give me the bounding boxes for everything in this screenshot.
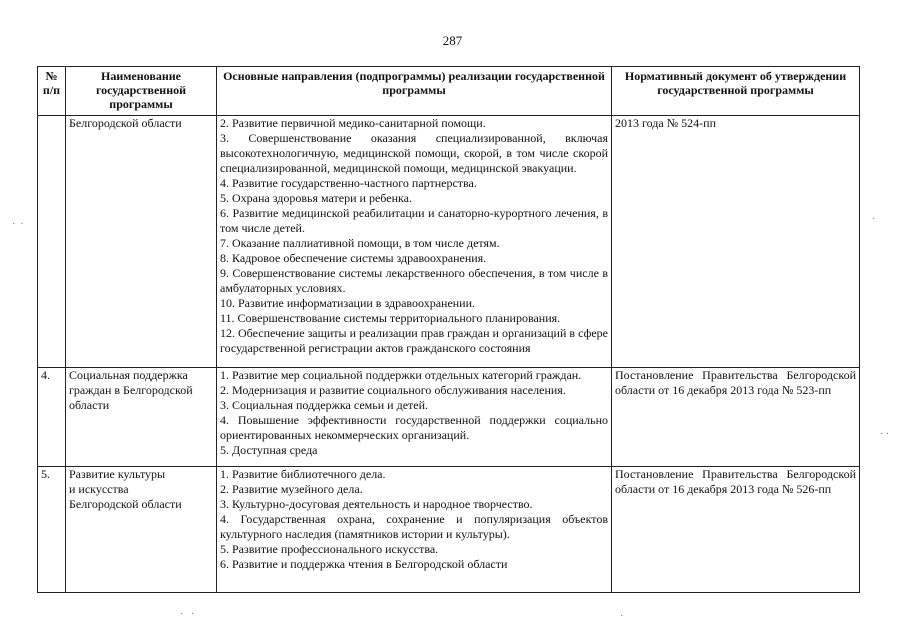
row-directions (217, 467, 612, 593)
header-document: Нормативный документ об утверждении государственной программы (612, 67, 860, 116)
table-header-row (38, 67, 860, 116)
scan-speck: · (620, 611, 624, 622)
page-number: 287 (442, 33, 463, 48)
header-num: № п/п (38, 67, 66, 116)
direction-item: 12. Обеспечение защиты и реализации прав граждан и организаций в сфере государственной регистрации актов гражданского состояния (220, 326, 608, 355)
direction-item: 5. Развитие профессионального искусства. (220, 542, 439, 557)
row-num (38, 116, 66, 368)
direction-item: 4. Государственная охрана, сохранение и популяризация объектов культурного наследия (памятников истории и культуры). (220, 512, 608, 542)
row-document: 2013 года № 524-пп (612, 116, 860, 368)
row-directions (217, 367, 612, 467)
direction-item: 5. Охрана здоровья матери и ребенка. (220, 191, 412, 205)
header-directions: Основные направления (подпрограммы) реализации государственной программы (217, 67, 612, 116)
table-row (38, 367, 860, 467)
programs-table (37, 66, 860, 593)
direction-item: 3. Культурно-досуговая деятельность и народное творчество. (220, 497, 533, 512)
program-name-line: Белгородской области (69, 497, 182, 512)
row-num: 4. (38, 367, 66, 467)
direction-item: 4. Развитие государственно-частного партнерства. (220, 176, 477, 190)
scan-speck: · · (880, 429, 890, 440)
direction-item: 2. Развитие первичной медико-санитарной помощи. (220, 116, 486, 130)
direction-item: 11. Совершенствование системы территориального планирования. (220, 311, 561, 325)
scan-speck: · (872, 214, 876, 225)
row-document: Постановление Правительства Белгородской области от 16 декабря 2013 года № 523-пп (612, 367, 860, 467)
table-row (38, 467, 860, 593)
direction-item: 3. Социальная поддержка семьи и детей. (220, 397, 429, 412)
direction-item: 10. Развитие информатизации в здравоохранении. (220, 296, 476, 310)
direction-item: 6. Развитие и поддержка чтения в Белгородской области (220, 557, 508, 572)
row-directions (217, 116, 612, 368)
direction-item: 8. Кадровое обеспечение системы здравоохранения. (220, 251, 487, 265)
direction-item: 1. Развитие мер социальной поддержки отдельных категорий граждан. (220, 367, 582, 382)
row-num: 5. (38, 467, 66, 593)
row-program-name (66, 467, 217, 593)
direction-item: 6. Развитие медицинской реабилитации и санаторно-курортного лечения, в том числе детей. (220, 206, 608, 235)
direction-item: 2. Развитие музейного дела. (220, 482, 363, 497)
direction-item: 1. Развитие библиотечного дела. (220, 467, 386, 482)
program-name-line: Развитие культуры (69, 467, 166, 482)
row-program-name: Белгородской области (66, 116, 217, 368)
direction-item: 2. Модернизация и развитие социального обслуживания населения. (220, 382, 566, 397)
scan-speck: · · (180, 609, 195, 620)
direction-item: 4. Повышение эффективности государственной поддержки социально ориентированных некоммерческих организаций. (220, 412, 608, 442)
table-row (38, 116, 860, 368)
direction-item: 3. Совершенствование оказания специализированной, включая высокотехнологичную, медицинской помощи, скорой, в том числе скорой специализированной, медицинской помощи, медицинской эвакуации. (220, 131, 608, 175)
direction-item: 7. Оказание паллиативной помощи, в том числе детям. (220, 236, 500, 250)
direction-item: 9. Совершенствование системы лекарственного обеспечения, в том числе в амбулаторных условиях. (220, 266, 608, 295)
direction-item: 5. Доступная среда (220, 442, 318, 457)
row-document: Постановление Правительства Белгородской области от 16 декабря 2013 года № 526-пп (612, 467, 860, 593)
header-program-name: Наименование государственной программы (66, 67, 217, 116)
program-name-line: и искусства (69, 482, 129, 497)
scan-speck: · · (12, 219, 24, 230)
row-program-name: Социальная поддержка граждан в Белгородской области (66, 367, 217, 467)
